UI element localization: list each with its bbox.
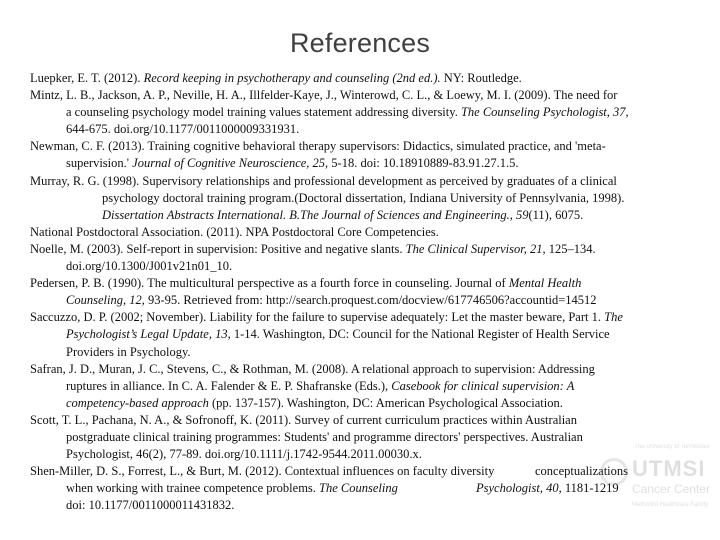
italic-text: competency-based approach bbox=[66, 395, 209, 410]
italic-text: The Counseling Psychologist, 37, bbox=[460, 105, 629, 120]
reference-line bbox=[30, 173, 702, 190]
watermark-logo bbox=[596, 440, 716, 520]
text-run: ruptures in alliance. In C. A. Falender & E. P. Shafranske (Eds.), bbox=[66, 378, 392, 393]
watermark-footer-text: Methodist Healthcare Family bbox=[632, 502, 709, 508]
text-run: supervision.' bbox=[66, 156, 133, 171]
text-run: Pedersen, P. B. (1990). The multicultural perspective as a fourth force in counseling. Journal of bbox=[30, 276, 509, 291]
reference-line bbox=[30, 344, 702, 361]
text-run: postgraduate clinical training programmes: Students' and programme directors' perspectives. Australian bbox=[66, 429, 583, 444]
text-run: (pp. 137-157). Washington, DC: American Psychological Association. bbox=[208, 395, 563, 410]
italic-text: Record keeping in psychotherapy and counseling (2nd ed.). bbox=[143, 71, 441, 85]
text-run: 93-95. Retrieved from: http://search.proquest.com/docview/617746506?accountid=14512 bbox=[144, 293, 597, 308]
text-run: 125–134. bbox=[545, 241, 596, 256]
text-run: Noelle, M. (2003). Self-report in supervision: Positive and negative slants. bbox=[30, 241, 406, 256]
text-run: Psychologist, 46(2), 77-89. doi.org/10.1111/j.1742-9544.2011.00030.x. bbox=[66, 447, 422, 462]
reference-line bbox=[30, 224, 702, 241]
text-run: , 5-18. doi: 10.18910889-83.91.27.1.5. bbox=[325, 156, 519, 171]
text-run: Scott, T. L., Pachana, N. A., & Sofronoff, K. (2011). Survey of current curriculum practices within Australian bbox=[30, 412, 577, 427]
italic-text: Casebook for clinical supervision: A bbox=[391, 378, 575, 393]
reference-line bbox=[30, 275, 702, 292]
logo-circle-icon bbox=[600, 458, 628, 486]
text-run: Mintz, L. B., Jackson, A. P., Neville, H. A., Illfelder-Kaye, J., Winterowd, C. L., & Loewy, M. I. (2009). The need for bbox=[30, 88, 618, 103]
text-run: Providers in Psychology. bbox=[66, 344, 191, 359]
reference-line bbox=[30, 207, 702, 224]
text-run: Luepker, E. T. (2012). bbox=[30, 71, 144, 85]
text-run: psychology doctoral training program.(Doctoral dissertation, Indiana University of Pennsylvania, 1998). bbox=[102, 190, 625, 205]
text-run: Saccuzzo, D. P. (2002; November). Liability for the failure to supervise adequately: Let the master beware, Part 1. bbox=[30, 310, 605, 325]
text-run: NY: Routledge. bbox=[440, 71, 522, 85]
italic-text: Dissertation Abstracts International. B.The Journal of Sciences and Engineering., 59 bbox=[102, 207, 529, 222]
text-run: (11), 6075. bbox=[528, 207, 584, 222]
reference-line bbox=[30, 241, 702, 258]
reference-line bbox=[30, 70, 702, 87]
text-run: 1181-1219 bbox=[561, 481, 619, 496]
reference-line bbox=[30, 361, 702, 378]
reference-line bbox=[30, 138, 702, 155]
italic-text: Counseling, 12, bbox=[66, 293, 145, 308]
text-run: 644-675. doi.org/10.1177/0011000009331931. bbox=[66, 122, 300, 137]
italic-text: Mental Health bbox=[508, 276, 582, 291]
reference-line bbox=[30, 378, 702, 395]
reference-line bbox=[30, 104, 702, 121]
reference-line bbox=[30, 412, 702, 429]
reference-line bbox=[30, 326, 702, 343]
reference-line bbox=[30, 258, 702, 275]
reference-line bbox=[30, 155, 702, 172]
text-run: a counseling psychology model training values statement addressing diversity. bbox=[66, 105, 461, 120]
watermark-big-text: UTMSI bbox=[632, 456, 706, 481]
text-run: doi: 10.1177/0011000011431832. bbox=[66, 498, 235, 513]
reference-line bbox=[30, 309, 702, 326]
watermark-small-text: The University of Tennessee bbox=[634, 444, 710, 450]
text-run: doi.org/10.1300/J001v21n01_10. bbox=[66, 259, 233, 274]
page-title: References bbox=[289, 28, 431, 58]
reference-line bbox=[30, 121, 702, 138]
text-run: Safran, J. D., Muran, J. C., Stevens, C., & Rothman, M. (2008). A relational approach to supervision: Addressing bbox=[30, 361, 595, 376]
italic-text: Psychologist’s Legal Update, 13, bbox=[66, 327, 231, 342]
text-run: when working with trainee competence problems. bbox=[66, 481, 320, 496]
reference-line bbox=[30, 87, 702, 104]
text-run: 1-14. Washington, DC: Council for the National Register of Health Service bbox=[230, 327, 610, 342]
reference-line bbox=[30, 292, 702, 309]
italic-text: Journal of Cognitive Neuroscience, 25 bbox=[132, 156, 326, 171]
text-run: National Postdoctoral Association. (2011). NPA Postdoctoral Core Competencies. bbox=[30, 224, 439, 239]
italic-text: The Clinical Supervisor, 21, bbox=[405, 241, 546, 256]
italic-text: The bbox=[604, 310, 623, 325]
text-run: Murray, R. G. (1998). Supervisory relationships and professional development as perceived by graduates of a clinical bbox=[30, 173, 617, 188]
italic-text: The Counseling Psychologist, 40, bbox=[319, 481, 562, 496]
text-run: Shen-Miller, D. S., Forrest, L., & Burt, M. (2012). Contextual influences on faculty diversity conceptualizations bbox=[30, 464, 629, 479]
reference-line bbox=[30, 395, 702, 412]
text-run: Newman, C. F. (2013). Training cognitive behavioral therapy supervisors: Didactics, simulated practice, and 'meta- bbox=[30, 139, 606, 154]
watermark-center-text: Cancer Center bbox=[632, 482, 711, 496]
reference-line bbox=[30, 190, 702, 207]
